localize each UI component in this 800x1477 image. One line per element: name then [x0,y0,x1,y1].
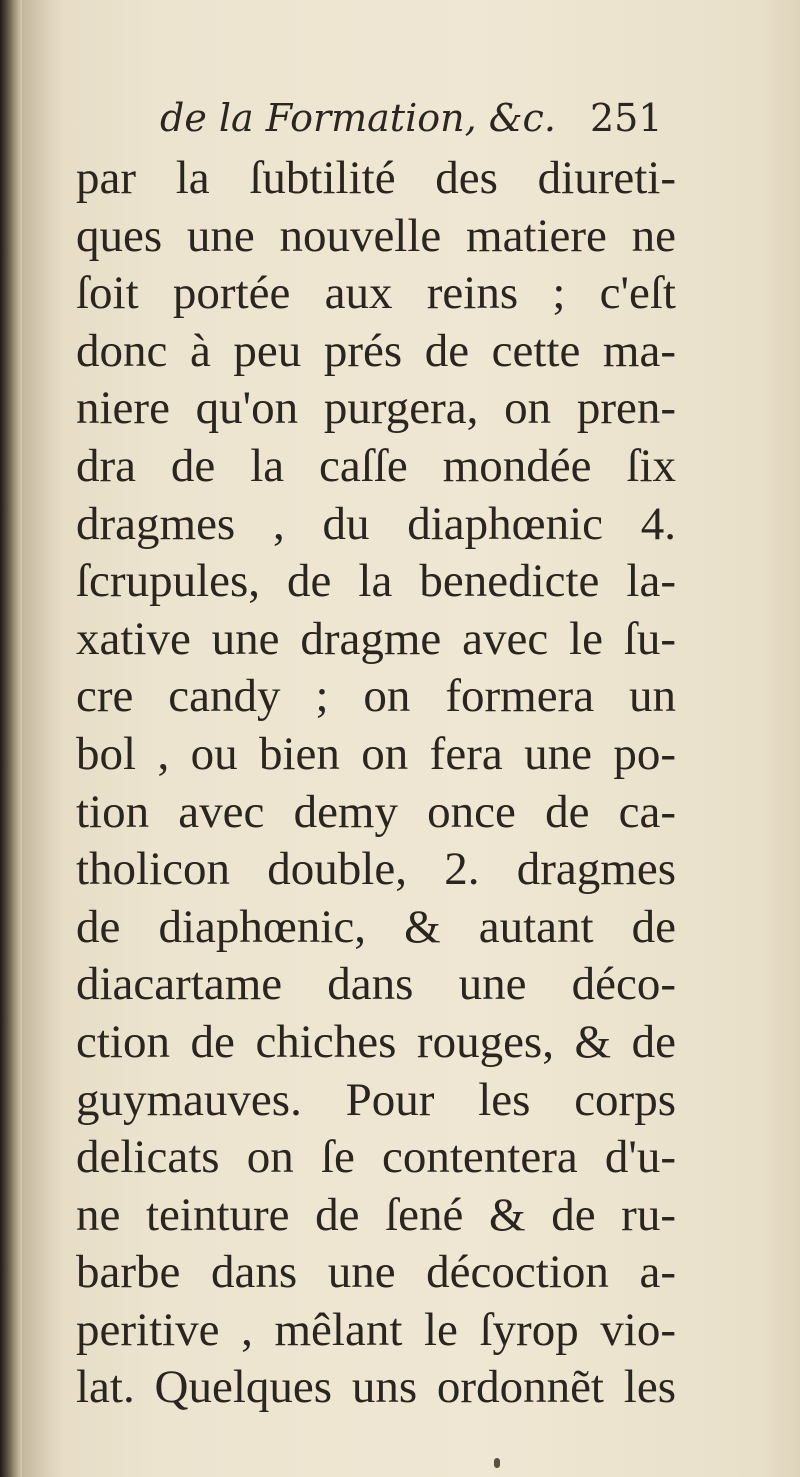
text-line: ſcrupules, de la benedicte la- [76,555,676,608]
text-line: dra de la caſſe mondée ſix [76,439,676,492]
text-line: ne teinture de ſené & de ru- [76,1188,676,1241]
ink-speck [494,1458,500,1468]
body-text [76,150,676,1417]
text-line: ſoit portée aux reins ; c'eſt [76,267,676,320]
text-line: tholicon double, 2. dragmes [76,843,676,896]
text-line: ques une nouvelle matiere ne [76,209,676,262]
text-line: bol , ou bien on fera une po- [76,727,676,780]
text-line: tion avec demy once de ca- [76,785,676,838]
text-line: ction de chiches rouges, & de [76,1015,676,1068]
text-line: delicats on ſe contentera d'u- [76,1131,676,1184]
page-binding-edge [0,0,22,1477]
page-number: 251 [590,96,663,140]
text-line: peritive , mêlant le ſyrop vio- [76,1303,676,1356]
text-line: lat. Quelques uns ordonnẽt les [76,1361,676,1414]
text-line: cre candy ; on formera un [76,670,676,723]
text-line: donc à peu prés de cette ma- [76,324,676,377]
text-line: guymauves. Pour les corps [76,1073,676,1126]
text-line: barbe dans une décoction a- [76,1246,676,1299]
text-line: dragmes , du diaphœnic 4. [76,497,676,550]
page-fold-shadow [22,0,62,1477]
text-line: xative une dragme avec le ſu- [76,612,676,665]
running-title: de la Formation, &c. [160,96,556,140]
text-line: niere qu'on purgera, on pren- [76,382,676,435]
text-line: diacartame dans une déco- [76,958,676,1011]
text-line: de diaphœnic, & autant de [76,900,676,953]
text-line: par la ſubtilité des diureti- [76,152,676,204]
